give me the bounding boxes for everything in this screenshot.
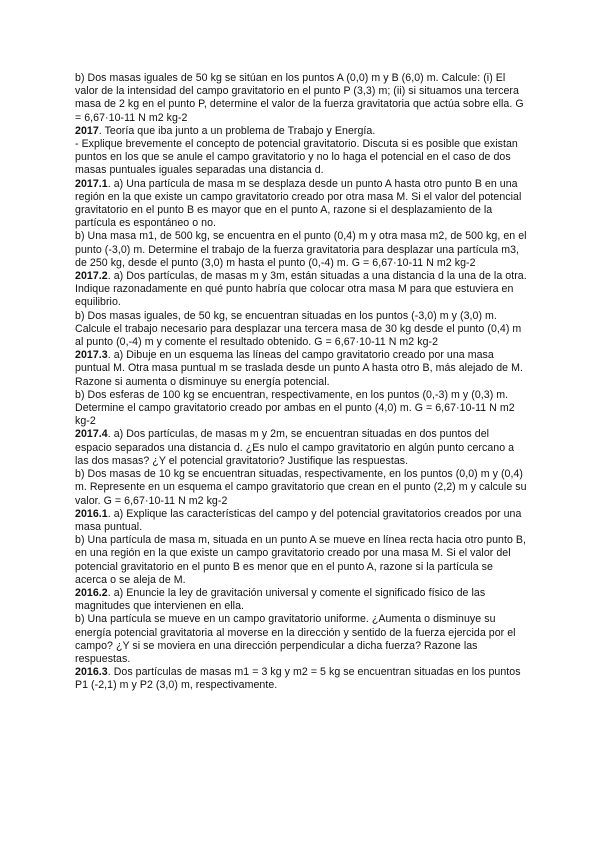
problem-label: 2017.2 (75, 270, 108, 283)
document-body (75, 72, 527, 693)
paragraph-text: . Teoría que iba junto a un problema de Trabajo y Energía. (98, 124, 376, 137)
paragraph-problem-2016-2 (75, 587, 527, 613)
paragraph-part-b (75, 389, 527, 429)
paragraph-problem-2017-1 (75, 178, 527, 231)
paragraph-text: b) Dos esferas de 100 kg se encuentran, respectivamente, en los puntos (0,-3) m y (0,3) m. Determine el campo gravitatorio creado por ambas en el punto (4,0) m. G = 6,67·10-11 N m2 kg-2 (75, 388, 515, 428)
paragraph-text: b) Dos masas de 10 kg se encuentran situadas, respectivamente, en los puntos (0,0) m y (0,4) m. Represente en un esquema el campo gravitatorio que crean en el punto (2,2) m y calcule su valor. G = 6,67·10-11 N m2 kg-2 (75, 468, 527, 507)
paragraph-text: . a) Una partícula de masa m se desplaza desde un punto A hasta otro punto B en una región en la que existe un campo gravitatorio creado por otra masa M. Si el valor del potencial gravitatorio en el punto B es mayor que en el punto A, razone si el desplazamiento de la partícula es espontáneo o no. (75, 177, 522, 230)
problem-label: 2016.2 (75, 586, 108, 599)
paragraph-part-b (75, 72, 527, 125)
paragraph-part-b (75, 613, 527, 666)
paragraph-problem-2017-3 (75, 349, 527, 389)
paragraph-text: - Explique brevemente el concepto de potencial gravitatorio. Discuta si es posible que existan puntos en los que se anule el campo gravitatorio y no lo haga el potencial en el caso de dos masas puntuales iguales separadas una distancia d. (75, 138, 518, 177)
paragraph-text: b) Una partícula de masa m, situada en un punto A se mueve en línea recta hacia otro punto B, en una región en la que existe un campo gravitatorio creado por una masa M. Si el valor del potencial gravitatorio en el punto B es menor que en el punto A, razone si la partícula se acerca o se aleja de M. (75, 534, 527, 586)
problem-label: 2017 (75, 124, 99, 137)
paragraph-part-b (75, 310, 527, 350)
paragraph-problem-2016-1 (75, 508, 527, 534)
paragraph-part-b (75, 534, 527, 587)
paragraph-text: b) Una partícula se mueve en un campo gravitatorio uniforme. ¿Aumenta o disminuye su energía potencial gravitatoria al moverse en la dirección y sentido de la fuerza ejercida por el campo? ¿Y si se moviera en una dirección perpendicular a dicha fuerza? Razone las respuestas. (75, 613, 516, 665)
paragraph-text: b) Dos masas iguales, de 50 kg, se encuentran situadas en los puntos (-3,0) m y (3,0) m. Calcule el trabajo necesario para desplazar una tercera masa de 30 kg desde el punto (0,4) m al punto (0,-4) m y comente el resultado obtenido. G = 6,67·10-11 N m2 kg-2 (75, 309, 522, 349)
problem-label: 2016.3 (75, 666, 108, 679)
paragraph-problem-2017-4 (75, 428, 527, 468)
problem-label: 2016.1 (75, 507, 108, 520)
paragraph-problem-2017 (75, 125, 527, 138)
paragraph-question (75, 138, 527, 178)
paragraph-text: . a) Enuncie la ley de gravitación universal y comente el significado físico de las magnitudes que intervienen en ella. (75, 586, 486, 613)
paragraph-text: . a) Dos partículas, de masas m y 3m, están situadas a una distancia d la una de la otra. Indique razonadamente en qué punto habría que colocar otra masa M para que estuviera en equilibrio. (75, 270, 527, 309)
paragraph-part-b (75, 468, 527, 508)
paragraph-text: . a) Explique las características del campo y del potencial gravitatorios creados por una masa puntual. (75, 507, 522, 533)
problem-label: 2017.4 (75, 428, 108, 441)
problem-label: 2017.1 (75, 177, 108, 190)
paragraph-text: . a) Dibuje en un esquema las líneas del campo gravitatorio creado por una masa puntual M. Otra masa puntual m se traslada desde un punto A hasta otro B, más alejado de M. Razone si aumenta o disminuye su energía potencial. (75, 349, 523, 388)
paragraph-text: . a) Dos partículas, de masas m y 2m, se encuentran situadas en dos puntos del espacio separados una distancia d. ¿Es nulo el campo gravitatorio en algún punto cercano a las dos masas? ¿Y el potencial gravitatorio? Justifique las respuestas. (75, 428, 515, 467)
paragraph-problem-2017-2 (75, 270, 527, 310)
paragraph-text: b) Una masa m1, de 500 kg, se encuentra en el punto (0,4) m y otra masa m2, de 500 kg, en el punto (-3,0) m. Determine el trabajo de la fuerza gravitatoria para desplazar una partícula m3, de 250 kg, desde el punto (3,0) m hasta el punto (0,-4) m. G = 6,67·10-11 N m2 kg-2 (75, 230, 527, 269)
problem-label: 2017.3 (75, 349, 108, 362)
paragraph-text: . Dos partículas de masas m1 = 3 kg y m2 = 5 kg se encuentran situadas en los puntos P1 (-2,1) m y P2 (3,0) m, respectivamente. (75, 666, 521, 692)
paragraph-problem-2016-3 (75, 666, 527, 692)
paragraph-part-b (75, 230, 527, 270)
paragraph-text: b) Dos masas iguales de 50 kg se sitúan en los puntos A (0,0) m y B (6,0) m. Calcule: (i) El valor de la intensidad del campo gravitatorio en el punto P (3,3) m; (ii) si situamos una tercera masa de 2 kg en el punto P, determine el valor de la fuerza gravitatoria que actúa sobre ella. G = 6,67·10-11 N m2 kg-2 (75, 72, 524, 124)
